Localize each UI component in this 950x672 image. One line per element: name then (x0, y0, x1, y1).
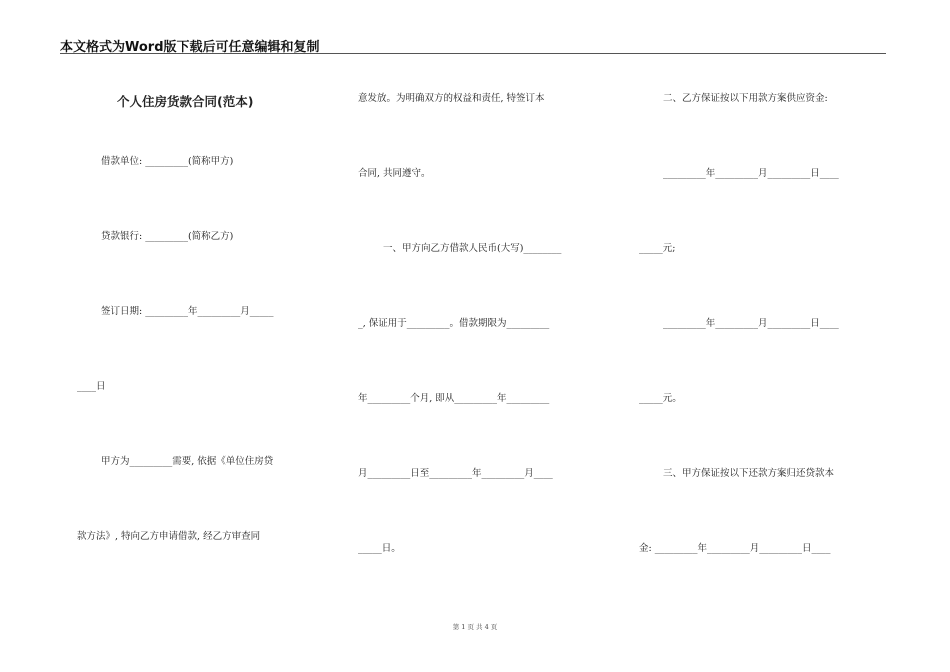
col3-line-6: 三、甲方保证按以下还款方案归还贷款本 (663, 468, 835, 479)
col2-line-3: 一、甲方向乙方借款人民币(大写)________ (383, 243, 562, 254)
page-footer: 第 1 页 共 4 页 (452, 623, 498, 631)
col1-line-3: 签订日期: _________年_________月_____ (101, 306, 274, 317)
col1-line-6: 款方法》, 特向乙方申请借款, 经乙方审查同 (77, 531, 261, 542)
col1-line-5: 甲方为_________需要, 依据《单位住房贷 (101, 456, 274, 467)
col3-line-7: 金: _________年_________月_________日____ (639, 543, 831, 554)
col2-line-5: 年_________个月, 即从_________年_________ (358, 393, 550, 404)
col1-line-2: 贷款银行: _________(简称乙方) (101, 231, 234, 242)
col2-line-4: _, 保证用于_________。借款期限为_________ (358, 318, 550, 329)
page-header: 本文格式为Word版下载后可任意编辑和复制 (60, 36, 886, 54)
col1-line-4: ____日 (77, 381, 106, 392)
col2-line-1: 意发放。为明确双方的权益和责任, 特签订本 (358, 93, 545, 104)
col3-line-1: 二、乙方保证按以下用款方案供应资金: (663, 93, 828, 104)
col2-line-7: _____日。 (358, 543, 401, 554)
col1-line-1: 借款单位: _________(简称甲方) (101, 156, 234, 167)
col3-line-2: _________年_________月_________日____ (663, 168, 839, 179)
col3-line-5: _____元。 (639, 393, 682, 404)
col2-line-2: 合同, 共同遵守。 (358, 168, 431, 179)
col2-line-6: 月_________日至_________年_________月____ (358, 468, 553, 479)
col3-line-4: _________年_________月_________日____ (663, 318, 839, 329)
col3-line-3: _____元; (639, 243, 676, 254)
document-title: 个人住房货款合同(范本) (117, 94, 254, 109)
